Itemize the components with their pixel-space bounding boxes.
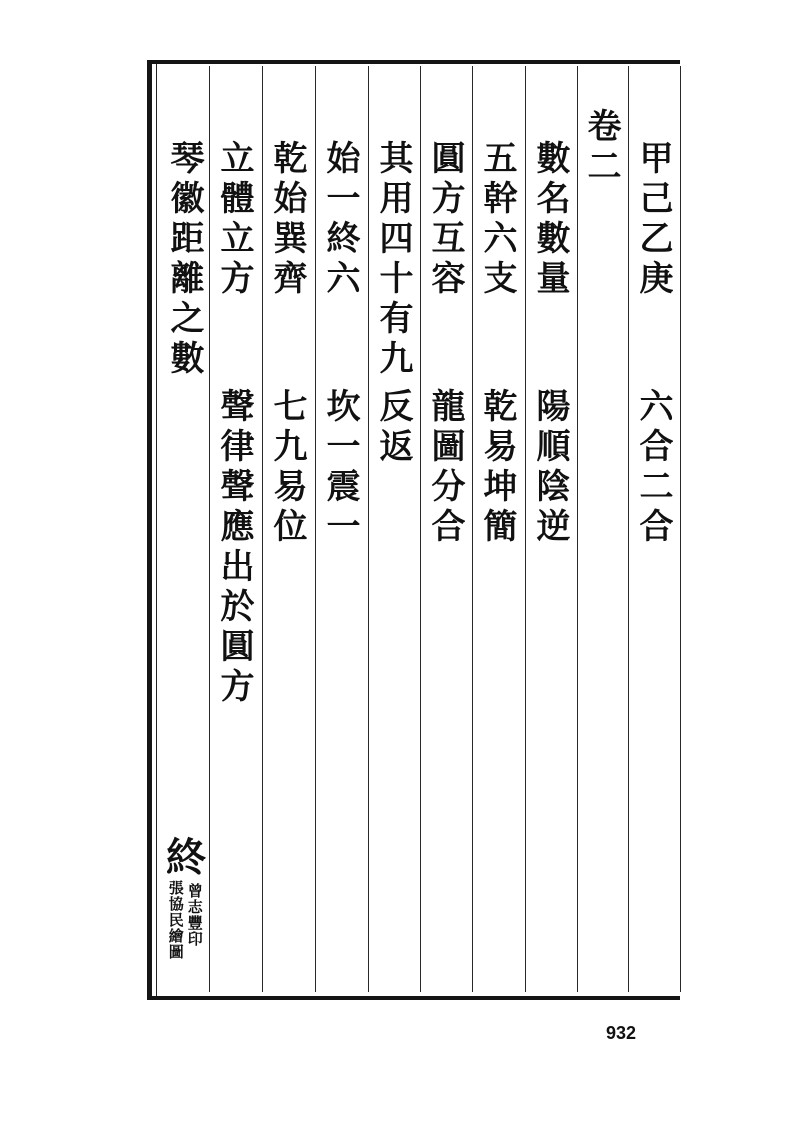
column-rule — [368, 66, 369, 992]
column-rule — [525, 66, 526, 992]
end-mark: 終 — [166, 834, 206, 881]
entry-title: 其用四十有九 — [373, 140, 413, 380]
entry-subtitle: 龍圖分合 — [425, 388, 465, 548]
entry-subtitle: 反返 — [373, 388, 413, 468]
entry-title: 甲己乙庚 — [633, 140, 673, 300]
entry-subtitle: 聲律聲應出於圓方 — [214, 388, 254, 708]
colophon-illustrator: 張協民繪圖 — [166, 880, 185, 960]
entry-title: 五幹六支 — [477, 140, 517, 300]
entry-subtitle: 坎一震一 — [320, 388, 360, 548]
column-rule — [420, 66, 421, 992]
column-rule — [262, 66, 263, 992]
entry-title: 琴徽距離之數 — [164, 140, 204, 380]
colophon-seal: 曾志豐印 — [185, 883, 204, 947]
entry-subtitle: 乾易坤簡 — [477, 388, 517, 548]
column-rule — [628, 66, 629, 992]
entry-title: 乾始巽齊 — [267, 140, 307, 300]
entry-subtitle: 陽順陰逆 — [530, 388, 570, 548]
volume-heading: 卷二 — [581, 108, 621, 188]
entry-title: 數名數量 — [530, 140, 570, 300]
column-rule — [577, 66, 578, 992]
entry-subtitle: 六合二合 — [633, 388, 673, 548]
entry-title: 立體立方 — [214, 140, 254, 300]
column-rule — [472, 66, 473, 992]
column-rule — [680, 66, 681, 992]
entry-title: 始一終六 — [320, 140, 360, 300]
entry-title: 圓方互容 — [425, 140, 465, 300]
entry-subtitle: 七九易位 — [267, 388, 307, 548]
column-rule — [315, 66, 316, 992]
column-rule — [209, 66, 210, 992]
page-number: 932 — [606, 1023, 637, 1043]
